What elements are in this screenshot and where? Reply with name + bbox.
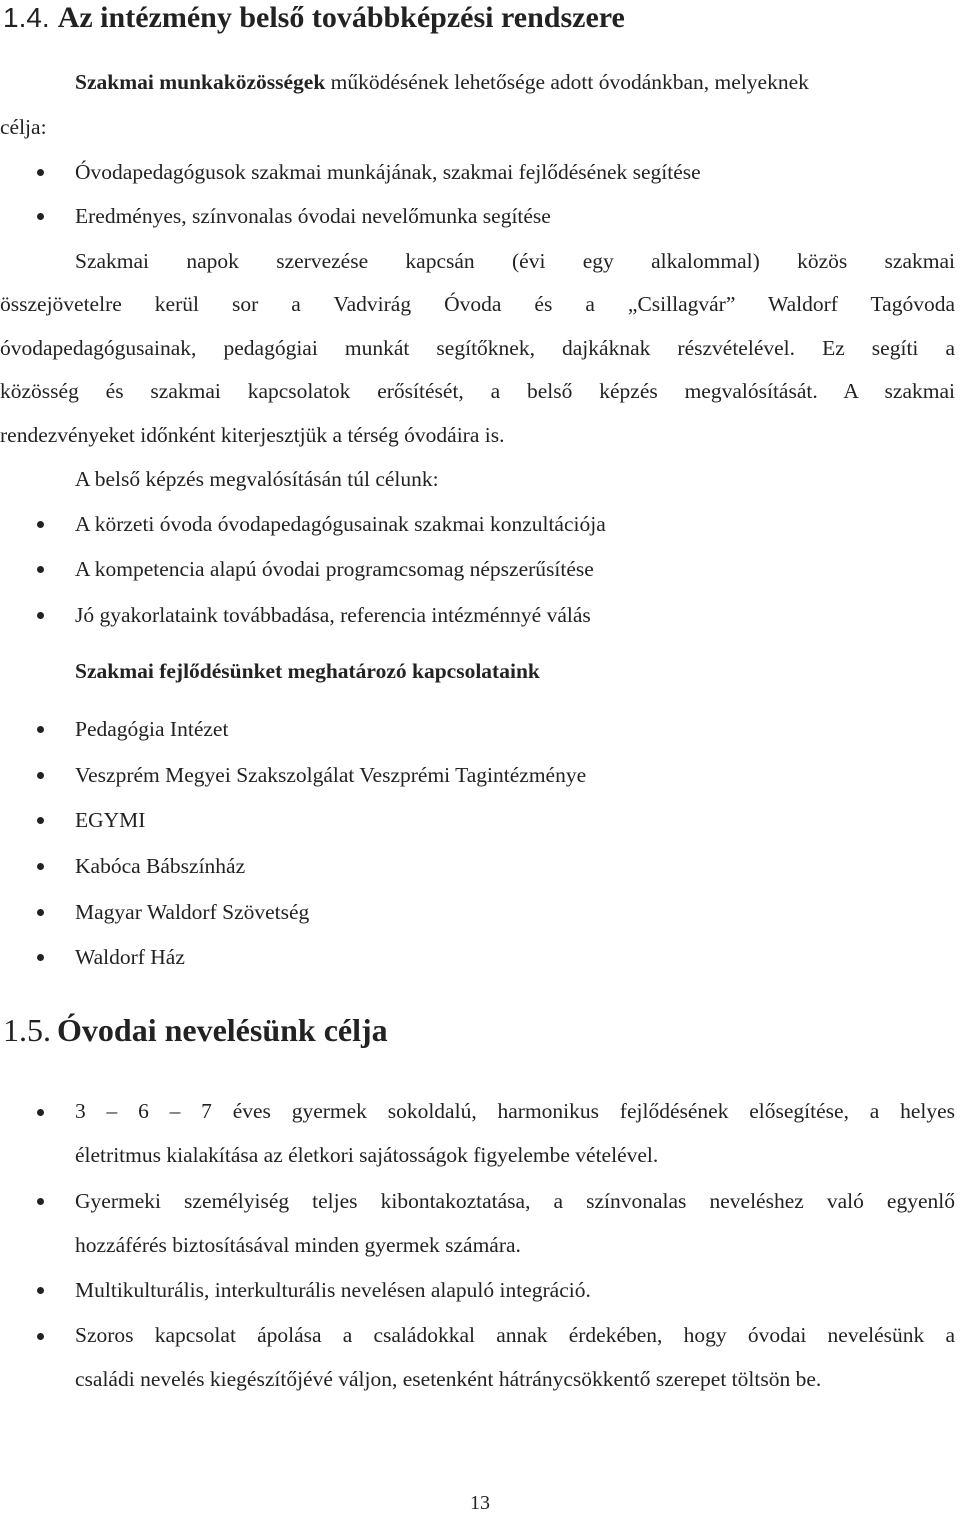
bullet-icon bbox=[37, 1333, 44, 1340]
list-item: Óvodapedagógusok szakmai munkájának, szakmai fejlődésének segítése bbox=[75, 160, 701, 184]
paragraph-line: összejövetelre kerül sor a Vadvirág Óvoda és a „Csillagvár” Waldorf Tagóvoda bbox=[0, 292, 955, 316]
list-item: Eredményes, színvonalas óvodai nevelőmunka segítése bbox=[75, 204, 551, 228]
bullet-icon bbox=[37, 1198, 44, 1205]
intro-rest: működésének lehetősége adott óvodánkban, melyeknek bbox=[325, 70, 809, 94]
list-item: Szoros kapcsolat ápolása a családokkal annak érdekében, hogy óvodai nevelésünk a bbox=[75, 1323, 955, 1347]
bullet-icon bbox=[37, 1109, 44, 1116]
section-title: Az intézmény belső továbbképzési rendszere bbox=[57, 1, 625, 34]
bullet-icon bbox=[37, 954, 44, 961]
section-number: 1.4. bbox=[3, 2, 50, 33]
bullet-icon bbox=[37, 863, 44, 870]
list-item: Jó gyakorlataink továbbadása, referencia intézménnyé válás bbox=[75, 603, 591, 627]
section-title: Óvodai nevelésünk célja bbox=[57, 1012, 388, 1048]
bullet-icon bbox=[37, 909, 44, 916]
paragraph-line: rendezvényeket időnként kiterjesztjük a térség óvodáira is. bbox=[0, 423, 505, 447]
list-item-continuation: életritmus kialakítása az életkori sajátosságok figyelembe vételével. bbox=[75, 1143, 659, 1167]
list-item: Multikulturális, interkulturális nevelésen alapuló integráció. bbox=[75, 1278, 591, 1302]
list-item: A körzeti óvoda óvodapedagógusainak szakmai konzultációja bbox=[75, 512, 606, 536]
paragraph-line: óvodapedagógusainak, pedagógiai munkát segítőknek, dajkáknak részvételével. Ez segíti a bbox=[0, 336, 955, 360]
partners-heading: Szakmai fejlődésünket meghatározó kapcsolataink bbox=[75, 659, 540, 683]
page-number: 13 bbox=[470, 1492, 490, 1514]
list-item: Magyar Waldorf Szövetség bbox=[75, 900, 310, 924]
list-item: 3 – 6 – 7 éves gyermek sokoldalú, harmonikus fejlődésének elősegítése, a helyes bbox=[75, 1099, 955, 1123]
goals-intro: A belső képzés megvalósításán túl célunk: bbox=[75, 467, 439, 491]
bullet-icon bbox=[37, 726, 44, 733]
bullet-icon bbox=[37, 817, 44, 824]
bullet-icon bbox=[37, 772, 44, 779]
list-item: Waldorf Ház bbox=[75, 945, 185, 969]
paragraph-line: közösség és szakmai kapcsolatok erősítését, a belső képzés megvalósítását. A szakmai bbox=[0, 379, 955, 403]
list-item-continuation: hozzáférés biztosításával minden gyermek számára. bbox=[75, 1233, 521, 1257]
paragraph-line: Szakmai napok szervezése kapcsán (évi egy alkalommal) közös szakmai bbox=[75, 249, 955, 273]
section-number: 1.5. bbox=[3, 1012, 51, 1048]
list-item-continuation: családi nevelés kiegészítőjévé váljon, esetenként hátránycsökkentő szerepet töltsön be. bbox=[75, 1367, 822, 1391]
section-heading-1-4 bbox=[3, 0, 625, 36]
bullet-icon bbox=[37, 1287, 44, 1294]
intro-line-2: célja: bbox=[0, 115, 47, 139]
list-item: Pedagógia Intézet bbox=[75, 717, 229, 741]
bullet-icon bbox=[37, 169, 44, 176]
list-item: Kabóca Bábszínház bbox=[75, 854, 246, 878]
list-item: A kompetencia alapú óvodai programcsomag népszerűsítése bbox=[75, 557, 594, 581]
bullet-icon bbox=[37, 521, 44, 528]
section-heading-1-5 bbox=[3, 1010, 388, 1050]
intro-line bbox=[75, 68, 809, 96]
list-item: Gyermeki személyiség teljes kibontakoztatása, a színvonalas neveléshez való egyenlő bbox=[75, 1189, 955, 1213]
bullet-icon bbox=[37, 566, 44, 573]
list-item: EGYMI bbox=[75, 808, 146, 832]
list-item: Veszprém Megyei Szakszolgálat Veszprémi Tagintézménye bbox=[75, 763, 587, 787]
intro-bold: Szakmai munkaközösségek bbox=[75, 70, 326, 94]
bullet-icon bbox=[37, 213, 44, 220]
bullet-icon bbox=[37, 612, 44, 619]
